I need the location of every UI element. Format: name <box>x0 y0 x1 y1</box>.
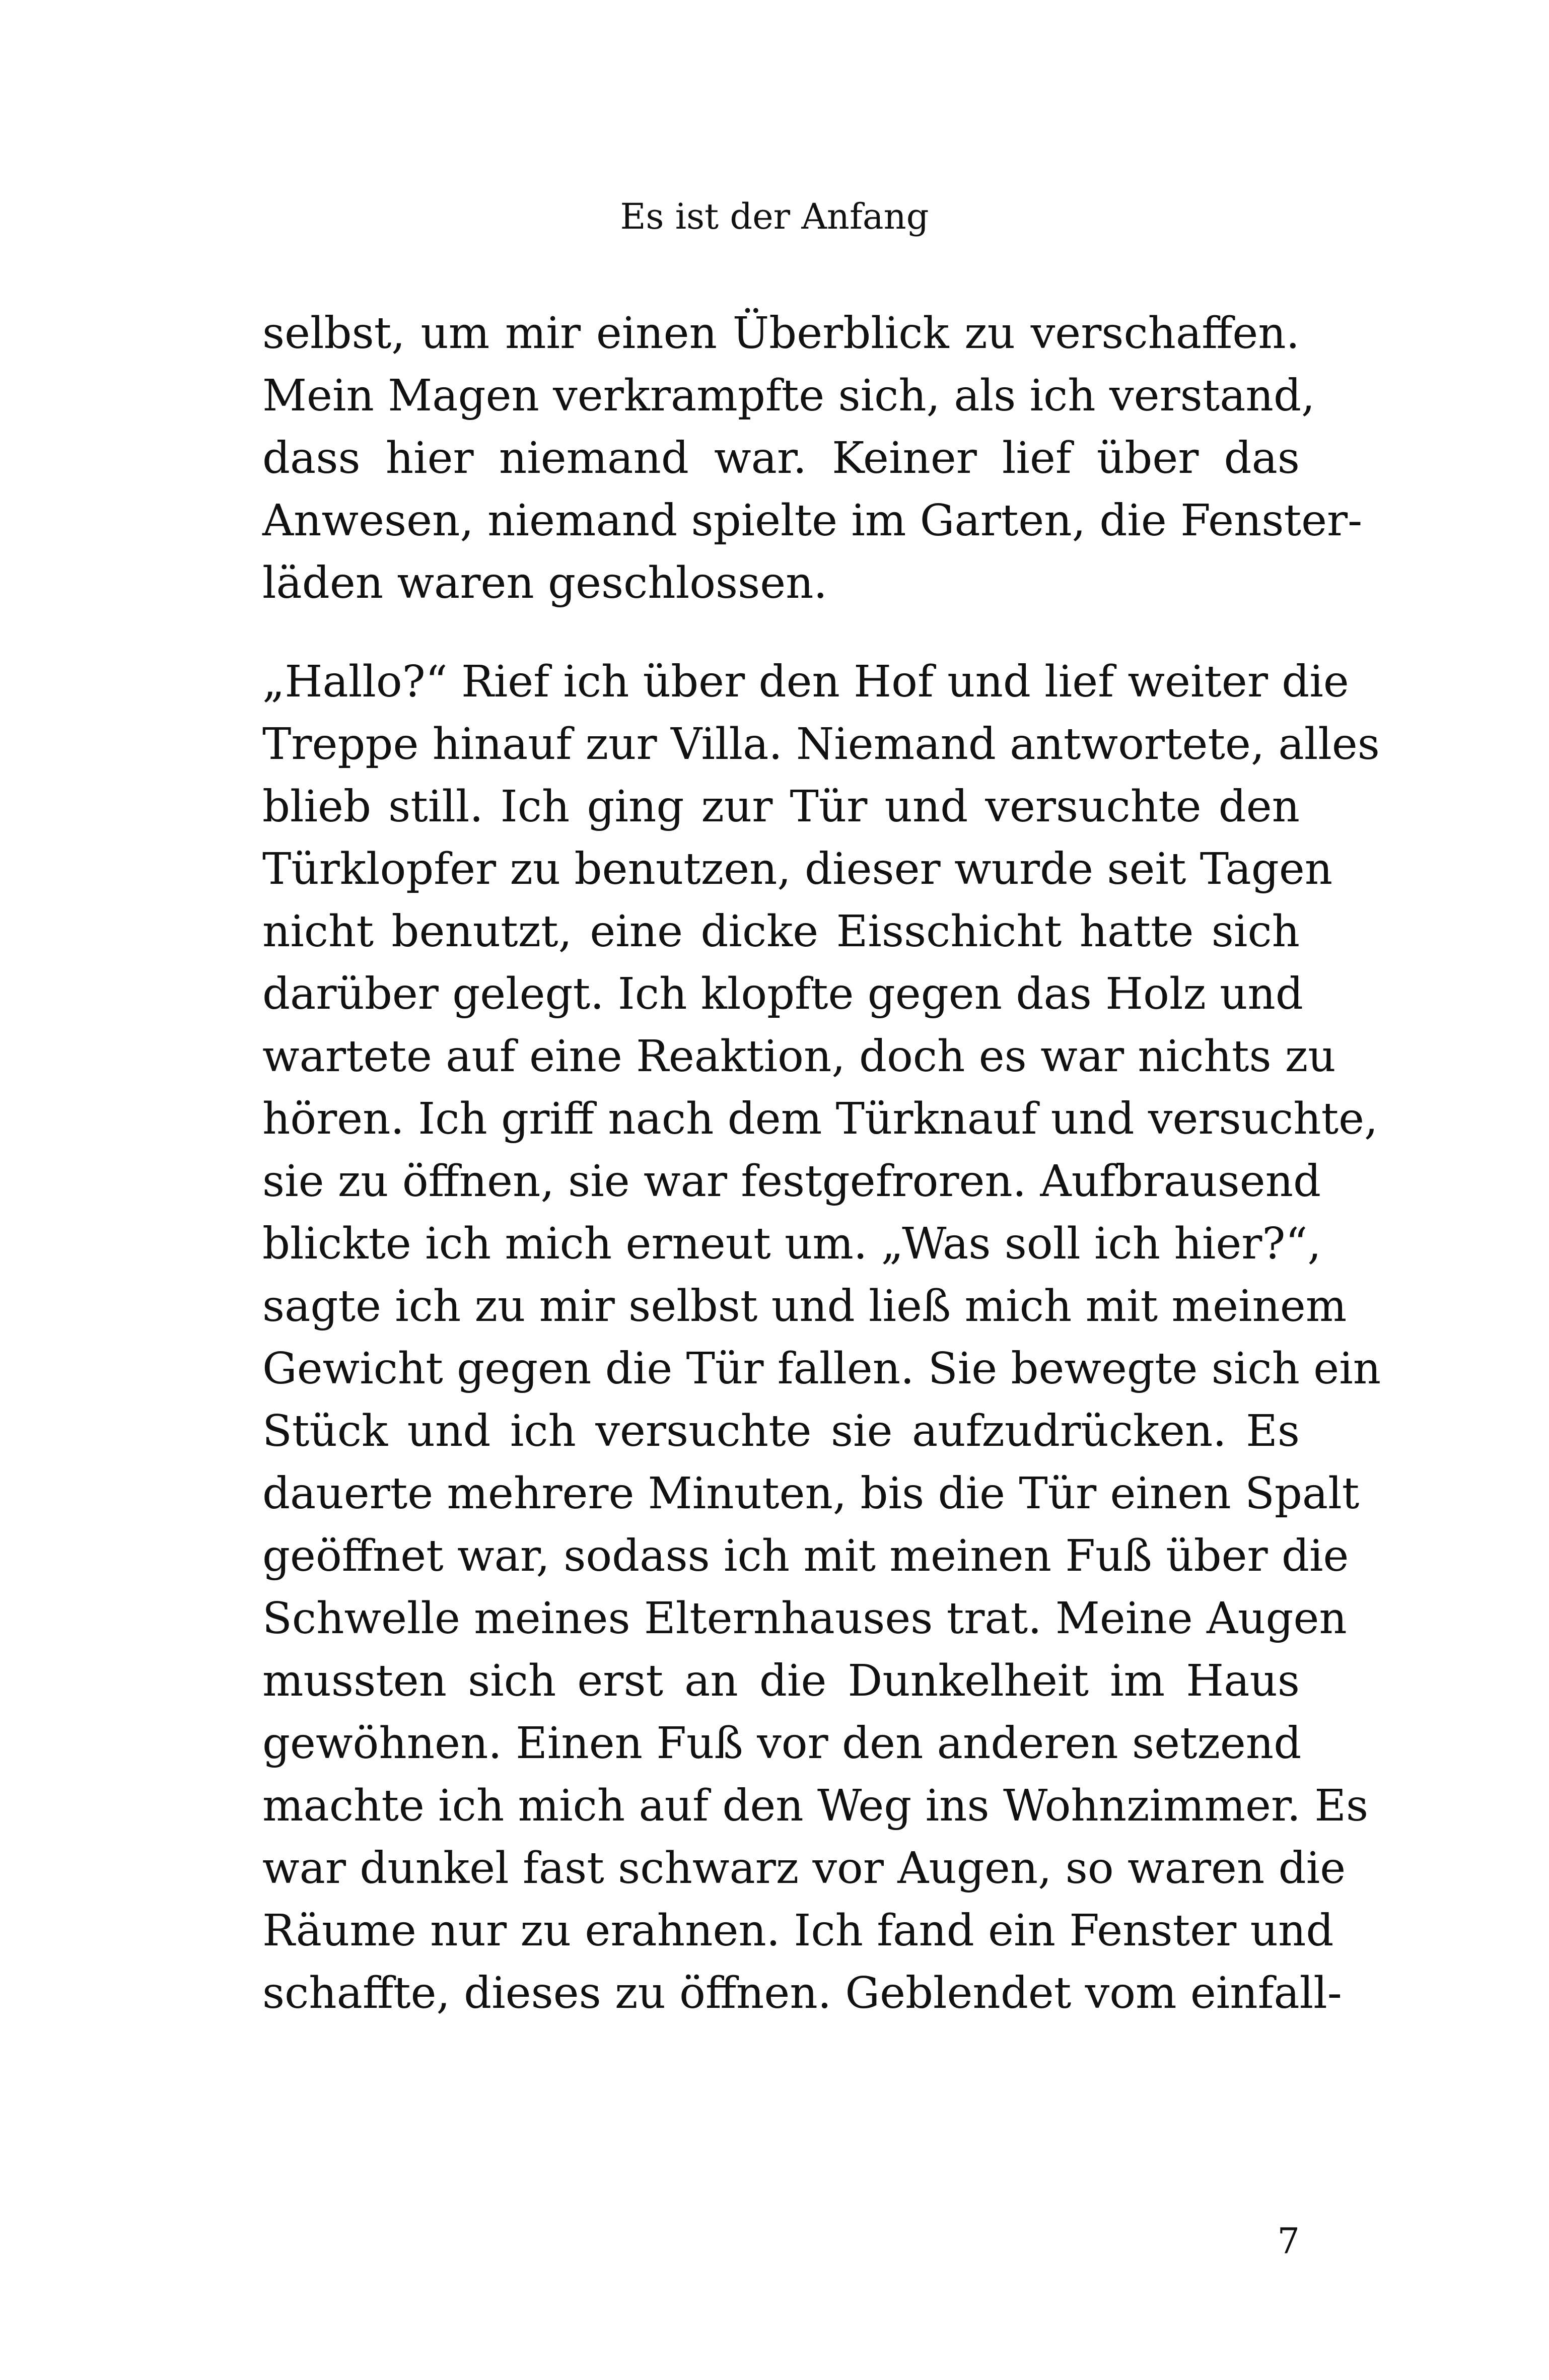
text-line: sie zu öffnen, sie war festgefroren. Aufbrausend <box>262 1156 1321 1207</box>
text-line: geöffnet war, sodass ich mit meinen Fuß über die <box>262 1531 1349 1581</box>
text-line: blieb still. Ich ging zur Tür und versuchte den <box>262 782 1300 832</box>
text-line: Stück und ich versuchte sie aufzudrücken. Es <box>262 1406 1300 1456</box>
text-line: dass hier niemand war. Keiner lief über das <box>262 433 1300 483</box>
text-line: dauerte mehrere Minuten, bis die Tür einen Spalt <box>262 1468 1360 1519</box>
text-line: schaffte, dieses zu öffnen. Geblendet vom einfall- <box>262 1968 1342 2018</box>
text-line: blickte ich mich erneut um. „Was soll ich hier?“, <box>262 1219 1321 1269</box>
text-line: Mein Magen verkrampfte sich, als ich verstand, <box>262 371 1315 421</box>
paragraph-1 <box>262 302 1363 614</box>
text-line: war dunkel fast schwarz vor Augen, so waren die <box>262 1843 1346 1894</box>
text-line: nicht benutzt, eine dicke Eisschicht hatte sich <box>262 906 1300 957</box>
text-line: selbst, um mir einen Überblick zu verschaffen. <box>262 308 1300 359</box>
text-line: sagte ich zu mir selbst und ließ mich mit meinem <box>262 1281 1347 1332</box>
paragraph-2 <box>262 651 1381 2024</box>
text-line: Schwelle meines Elternhauses trat. Meine Augen <box>262 1593 1347 1644</box>
text-line: mussten sich erst an die Dunkelheit im Haus <box>262 1656 1300 1706</box>
text-line: Treppe hinauf zur Villa. Niemand antwortete, alles <box>262 719 1380 769</box>
text-line: hören. Ich griff nach dem Türknauf und versuchte, <box>262 1094 1378 1144</box>
text-line: läden waren geschlossen. <box>262 558 827 608</box>
text-line: Gewicht gegen die Tür fallen. Sie bewegte sich ein <box>262 1344 1381 1394</box>
text-line: Räume nur zu erahnen. Ich fand ein Fenster und <box>262 1906 1334 1956</box>
page-number: 7 <box>1277 2220 1300 2262</box>
text-line: „Hallo?“ Rief ich über den Hof und lief weiter die <box>262 657 1349 707</box>
text-line: darüber gelegt. Ich klopfte gegen das Holz und <box>262 969 1303 1019</box>
text-line: wartete auf eine Reaktion, doch es war nichts zu <box>262 1031 1336 1082</box>
running-header: Es ist der Anfang <box>620 196 929 237</box>
text-line: gewöhnen. Einen Fuß vor den anderen setzend <box>262 1718 1302 1769</box>
text-line: machte ich mich auf den Weg ins Wohnzimmer. Es <box>262 1781 1369 1831</box>
text-line: Türklopfer zu benutzen, dieser wurde seit Tagen <box>262 844 1333 894</box>
text-line: Anwesen, niemand spielte im Garten, die Fenster- <box>262 496 1363 546</box>
